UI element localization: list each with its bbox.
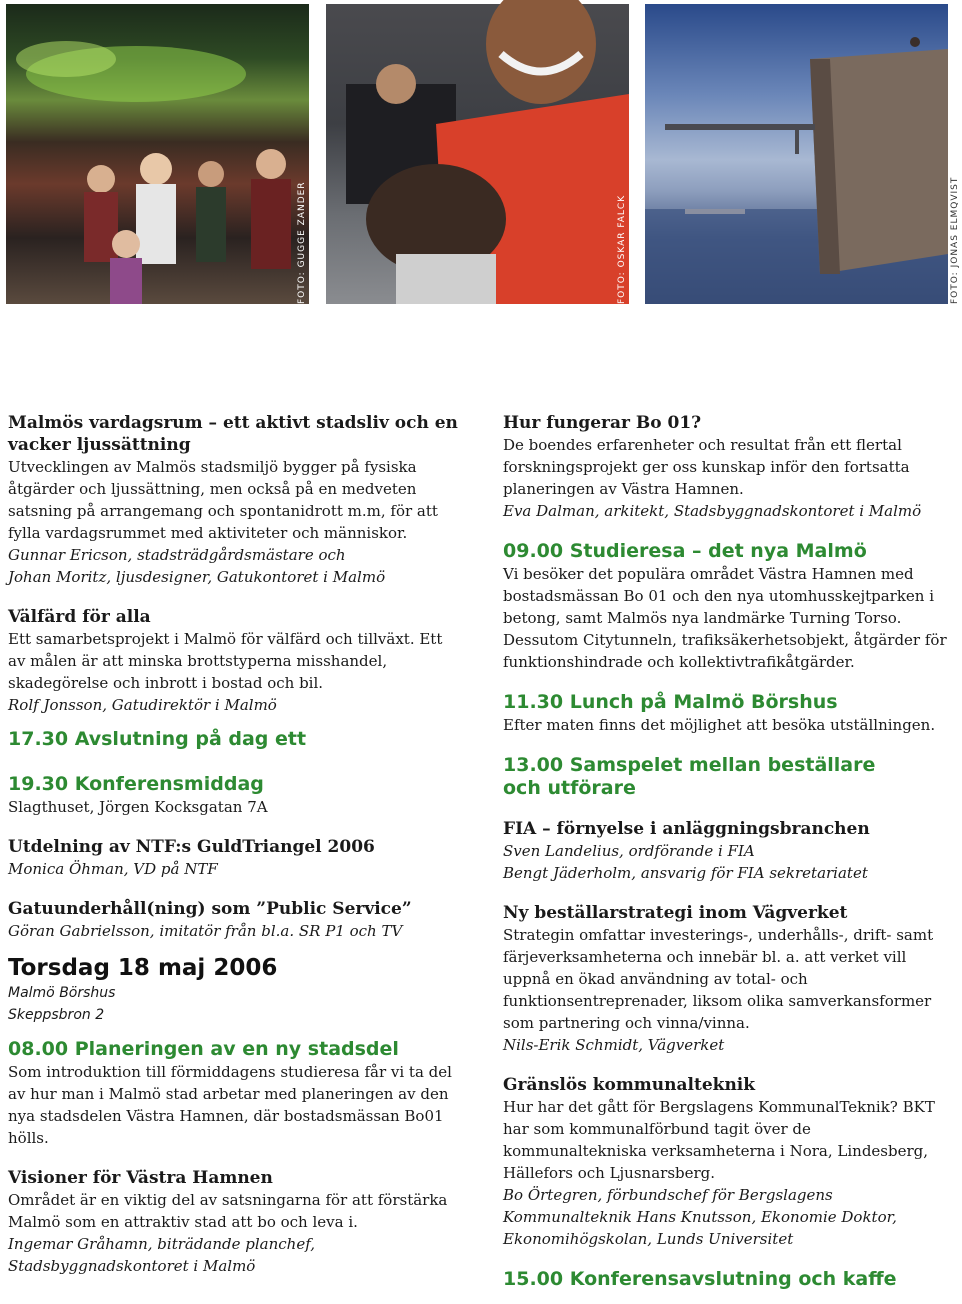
speaker: Stadsbyggnadskontoret i Malmö	[8, 1257, 256, 1275]
time-heading: 15.00 Konferensavslutning och kaffe	[503, 1268, 897, 1290]
speaker: Göran Gabrielsson, imitatör från bl.a. SR P1 och TV	[8, 922, 403, 940]
speaker: Nils-Erik Schmidt, Vägverket	[503, 1036, 725, 1054]
speaker: Bo Örtegren, förbundschef för Bergslagens Kommunalteknik Hans Knutsson, Ekonomie Doktor, Ekonomihögskolan, Lunds Universitet	[503, 1186, 897, 1248]
session-description: Strategin omfattar investerings-, underhålls-, drift- samt färjeverksamheterna och innebär bl. a. att verket vill uppnå en ökad användning av total- och funktionsentreprenader, liksom olika samverkansformer som partnering och vinna/vinna.	[503, 926, 934, 1032]
photo-pier-over-sea	[645, 4, 960, 304]
time-heading: 11.30 Lunch på Malmö Börshus	[503, 691, 838, 713]
photo-man-in-red-jacket	[326, 4, 629, 304]
session-description: Efter maten finns det möjlighet att besöka utställningen.	[503, 716, 936, 734]
speaker: Johan Moritz, ljusdesigner, Gatukontoret i Malmö	[8, 568, 386, 586]
photo-man-illustration	[326, 4, 629, 304]
speaker: Monica Öhman, VD på NTF	[8, 860, 218, 878]
session-title: Ny beställarstrategi inom Vägverket	[503, 903, 848, 923]
session-title: Gränslös kommunalteknik	[503, 1075, 756, 1095]
session-title: Utdelning av NTF:s GuldTriangel 2006	[8, 837, 375, 857]
session-title: Välfärd för alla	[8, 607, 151, 627]
session-description: Som introduktion till förmiddagens studieresa får vi ta del av hur man i Malmö stad arbetar med planeringen av den nya stadsdelen Västra Hamnen, där bostadsmässan Bo01 hölls.	[8, 1063, 452, 1147]
time-heading-continued: och utförare	[503, 777, 636, 799]
session-title: Malmös vardagsrum – ett aktivt stadsliv och en vacker ljussättning	[8, 413, 458, 455]
photo-credit: FOTO: OSKAR FALCK	[617, 194, 627, 304]
session-description: Området är en viktig del av satsningarna för att förstärka Malmö som en attraktiv stad att bo och leva i.	[8, 1191, 448, 1231]
session-description: Hur har det gått för Bergslagens KommunalTeknik? BKT har som kommunalförbund tagit över de kommunaltekniska verksamheterna i Nora, Lindesberg, Hällefors och Ljusnarsberg.	[503, 1098, 935, 1182]
speaker: Eva Dalman, arkitekt, Stadsbyggnadskontoret i Malmö	[503, 502, 922, 520]
day-heading: Torsdag 18 maj 2006	[8, 955, 278, 981]
photo-credit: FOTO: GUGGE ZANDER	[297, 181, 307, 304]
session-description: Ett samarbetsprojekt i Malmö för välfärd och tillväxt. Ett av målen är att minska brottstyperna misshandel, skadegörelse och inbrott i bostad och bil.	[8, 630, 443, 692]
speaker: Ingemar Gråhamn, biträdande planchef,	[8, 1235, 316, 1253]
venue-address: Skeppsbron 2	[8, 1007, 105, 1023]
session-description: Vi besöker det populära området Västra Hamnen med bostadsmässan Bo 01 och den nya utomhusskejtparken i betong, samt Malmös nya landmärke Turning Torso. Dessutom Citytunneln, trafiksäkerhetsobjekt, åtgärder för funktionshindrade och kollektivtrafikåtgärder.	[503, 565, 947, 671]
session-title: Hur fungerar Bo 01?	[503, 413, 702, 433]
session-title: Gatuunderhåll(ning) som ”Public Service”	[8, 899, 412, 919]
time-heading: 17.30 Avslutning på dag ett	[8, 728, 307, 750]
time-heading: 09.00 Studieresa – det nya Malmö	[503, 540, 867, 562]
photo-crowd-illustration	[6, 4, 309, 304]
session-title: Visioner för Västra Hamnen	[8, 1168, 273, 1188]
time-heading: 19.30 Konferensmiddag	[8, 773, 264, 795]
speaker: Gunnar Ericson, stadsträdgårdsmästare och	[8, 546, 346, 564]
photo-pier-illustration	[645, 4, 948, 304]
location: Slagthuset, Jörgen Kocksgatan 7A	[8, 798, 268, 816]
speaker: Bengt Jäderholm, ansvarig för FIA sekretariatet	[503, 864, 868, 882]
session-description: De boendes erfarenheter och resultat från ett flertal forskningsprojekt ger oss kunskap inför den fortsatta planeringen av Västra Hamnen.	[503, 436, 910, 498]
photo-light-show-crowd	[6, 4, 309, 304]
speaker: Sven Landelius, ordförande i FIA	[503, 842, 755, 860]
session-description: Utvecklingen av Malmös stadsmiljö bygger på fysiska åtgärder och ljussättning, men också på en medveten satsning på arrangemang och spontanidrott m.m, för att fylla vardagsrummet med aktiviteter och människor.	[8, 458, 438, 542]
time-heading: 13.00 Samspelet mellan beställare	[503, 754, 876, 776]
session-title: FIA – förnyelse i anläggningsbranchen	[503, 819, 870, 839]
venue-name: Malmö Börshus	[8, 985, 116, 1001]
left-column	[8, 412, 463, 1277]
right-column	[503, 412, 953, 1291]
speaker: Rolf Jonsson, Gatudirektör i Malmö	[8, 696, 277, 714]
time-heading: 08.00 Planeringen av en ny stadsdel	[8, 1038, 399, 1060]
photo-credit: FOTO: JONAS ELMQVIST	[950, 176, 960, 304]
